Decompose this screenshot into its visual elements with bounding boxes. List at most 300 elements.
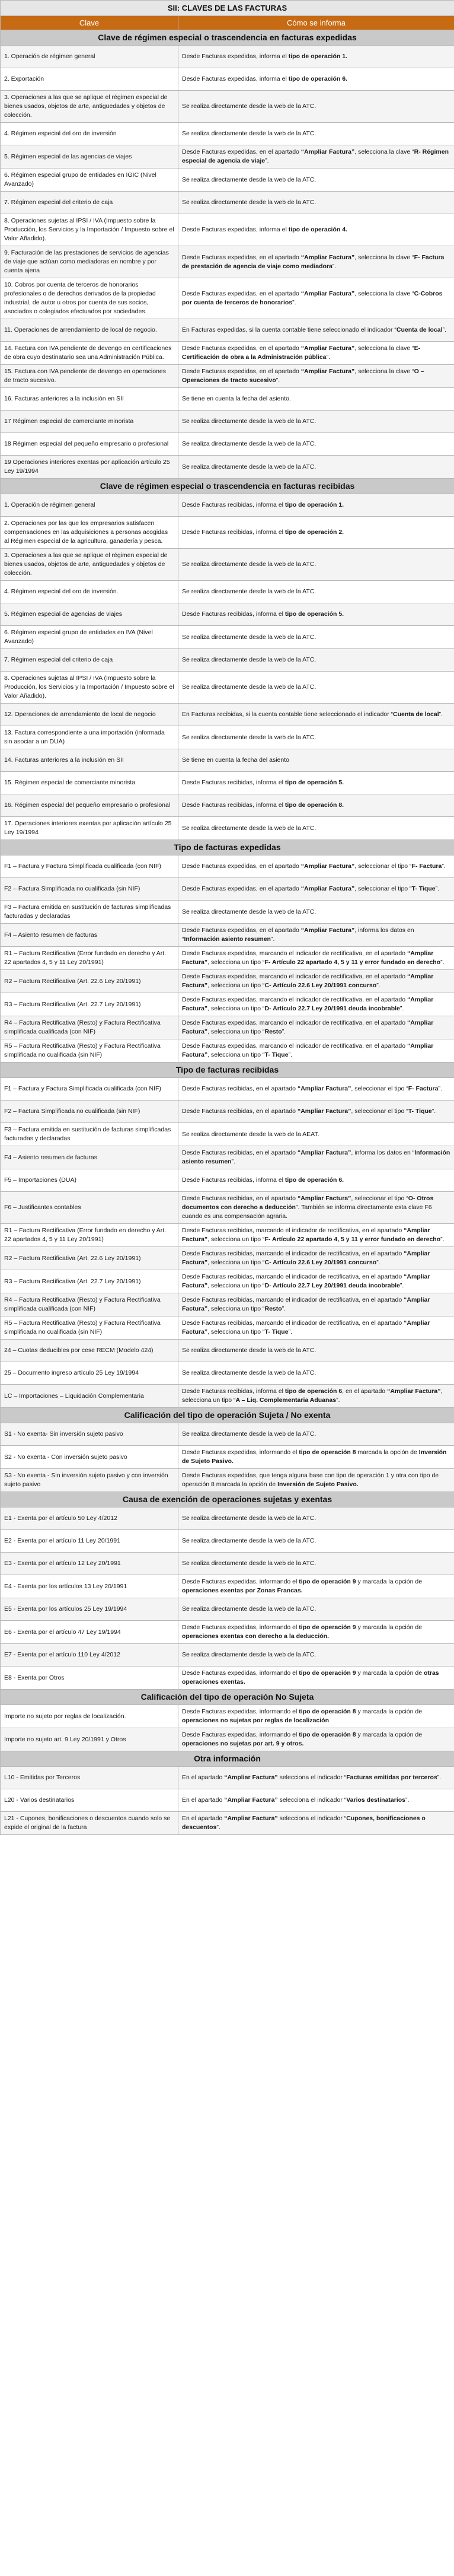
- clave-cell: 4. Régimen especial del oro de inversión.: [1, 581, 178, 603]
- emphasis-text: O – Operaciones de tracto sucesivo: [182, 368, 424, 384]
- emphasis-text: Cupones, bonificaciones o descuentos: [182, 1815, 426, 1831]
- table-row: [1, 993, 454, 1016]
- title-row: [1, 1, 454, 16]
- info-text: Desde Facturas recibidas, en el apartado: [182, 1108, 298, 1115]
- info-text: Desde Facturas recibidas, informa el: [182, 610, 285, 618]
- info-text: Desde Facturas expedidas, en el apartado: [182, 885, 301, 892]
- info-text: , informa los datos en “: [182, 927, 414, 943]
- info-text: , informa los datos en “: [351, 1149, 415, 1156]
- table-row: [1, 1169, 454, 1192]
- info-text: Desde Facturas recibidas, informa el: [182, 1388, 285, 1395]
- info-text: Desde Facturas expedidas, informando el: [182, 1669, 299, 1677]
- como-se-informa-cell: [178, 549, 454, 581]
- info-text: Se realiza directamente desde la web de la ATC.: [182, 418, 316, 425]
- info-text: ”.: [326, 354, 330, 361]
- como-se-informa-cell: [178, 749, 454, 772]
- info-text: Se realiza directamente desde la web de la ATC.: [182, 588, 316, 595]
- como-se-informa-cell: [178, 91, 454, 123]
- table-row: [1, 456, 454, 479]
- table-row: [1, 278, 454, 319]
- table-row: [1, 46, 454, 68]
- info-text: Desde Facturas expedidas, informando el: [182, 1624, 299, 1631]
- info-text: En el apartado: [182, 1796, 225, 1804]
- table-row: [1, 494, 454, 517]
- emphasis-text: “Ampliar Factura”: [300, 368, 355, 375]
- como-se-informa-cell: [178, 1247, 454, 1270]
- info-text: Se realiza directamente desde la web de la ATC.: [182, 1560, 316, 1567]
- info-text: En el apartado: [182, 1815, 225, 1822]
- info-text: Se realiza directamente desde la web de la ATC.: [182, 561, 316, 568]
- clave-cell: 14. Facturas anteriores a la inclusión en SII: [1, 749, 178, 772]
- clave-cell: Importe no sujeto por reglas de localización.: [1, 1705, 178, 1728]
- como-se-informa-cell: [178, 1812, 454, 1835]
- info-text: Desde Facturas expedidas, marcando el indicador de rectificativa, en el apartado: [182, 1042, 407, 1050]
- como-se-informa-cell: [178, 1575, 454, 1598]
- info-text: Se tiene en cuenta la fecha del asiento.: [182, 395, 291, 402]
- table-row: [1, 1123, 454, 1146]
- section-heading: Tipo de facturas recibidas: [1, 1063, 454, 1078]
- clave-cell: E2 - Exenta por el artículo 11 Ley 20/1991: [1, 1530, 178, 1553]
- info-text: Desde Facturas expedidas, en el apartado: [182, 290, 301, 297]
- clave-cell: F6 – Justificantes contables: [1, 1192, 178, 1224]
- info-text: Desde Facturas recibidas, informa el: [182, 779, 285, 786]
- como-se-informa-cell: [178, 772, 454, 794]
- emphasis-text: “Ampliar Factura”: [224, 1815, 278, 1822]
- como-se-informa-cell: [178, 1446, 454, 1469]
- como-se-informa-cell: [178, 192, 454, 214]
- info-text: ”.: [292, 299, 296, 306]
- emphasis-text: “Ampliar Factura”: [300, 927, 355, 934]
- emphasis-text: tipo de operación 6.: [288, 75, 347, 82]
- emphasis-text: tipo de operación 8: [299, 1731, 356, 1738]
- clave-cell: 2. Exportación: [1, 68, 178, 91]
- info-text: Desde Facturas expedidas, en el apartado: [182, 345, 301, 352]
- info-text: Se realiza directamente desde la web de la ATC.: [182, 683, 316, 691]
- emphasis-text: “Ampliar Factura”: [182, 1042, 434, 1058]
- section-header-row: [1, 1492, 454, 1508]
- info-text: Desde Facturas expedidas, informa el: [182, 75, 289, 82]
- section-heading: Calificación del tipo de operación Sujeta / No exenta: [1, 1408, 454, 1423]
- page-title: SII: CLAVES DE LAS FACTURAS: [1, 1, 454, 16]
- emphasis-text: “Ampliar Factura”: [182, 1227, 430, 1243]
- como-se-informa-cell: [178, 581, 454, 603]
- info-text: Desde Facturas recibidas, informa el: [182, 802, 285, 809]
- info-text: ”.: [332, 262, 337, 270]
- table-row: [1, 1667, 454, 1690]
- como-se-informa-cell: [178, 649, 454, 672]
- info-text: Se realiza directamente desde la web de la ATC.: [182, 176, 316, 183]
- info-text: ”.: [399, 1282, 404, 1289]
- emphasis-text: tipo de operación 9: [299, 1624, 356, 1631]
- emphasis-text: F- Factura: [408, 1085, 439, 1092]
- emphasis-text: “Ampliar Factura”: [297, 1085, 351, 1092]
- emphasis-text: “Ampliar Factura”: [182, 1296, 430, 1312]
- section-header-row: [1, 840, 454, 856]
- info-text: Desde Facturas expedidas, que tenga alguna base con tipo de operación 1 y otra con tipo de operación 8 marcada la opción de: [182, 1472, 439, 1488]
- info-text: Desde Facturas recibidas, en el apartado: [182, 1195, 298, 1202]
- info-text: , seleccionar el tipo “: [351, 1085, 408, 1092]
- info-text: , seleccionar el tipo “: [354, 885, 412, 892]
- emphasis-text: Información asiento resumen: [182, 1149, 450, 1165]
- table-row: [1, 1446, 454, 1469]
- table-row: [1, 1270, 454, 1293]
- clave-cell: 18 Régimen especial del pequeño empresario o profesional: [1, 433, 178, 456]
- table-row: [1, 794, 454, 817]
- emphasis-text: “Ampliar Factura”: [182, 996, 434, 1012]
- info-text: Desde Facturas recibidas, informa el: [182, 501, 285, 508]
- clave-cell: 15. Factura con IVA pendiente de devengo en operaciones de tracto sucesivo.: [1, 365, 178, 388]
- emphasis-text: otras operaciones exentas.: [182, 1669, 439, 1685]
- emphasis-text: “Ampliar Factura”: [300, 885, 355, 892]
- emphasis-text: O- Otros documentos con derecho a deducción: [182, 1195, 434, 1211]
- emphasis-text: Resto: [264, 1305, 282, 1312]
- clave-cell: 16. Facturas anteriores a la inclusión en SII: [1, 388, 178, 411]
- como-se-informa-cell: [178, 1530, 454, 1553]
- table-row: [1, 1423, 454, 1446]
- emphasis-text: tipo de operación 5.: [284, 779, 344, 786]
- table-row: [1, 649, 454, 672]
- emphasis-text: tipo de operación 2.: [284, 529, 344, 536]
- info-text: ”.: [265, 157, 269, 164]
- section-heading: Tipo de facturas expedidas: [1, 840, 454, 856]
- clave-cell: E8 - Exenta por Otros: [1, 1667, 178, 1690]
- info-text: Desde Facturas expedidas, informando el: [182, 1731, 299, 1738]
- info-text: , selecciona un tipo “: [207, 1305, 265, 1312]
- emphasis-text: T- Tique: [411, 885, 436, 892]
- info-text: Se realiza directamente desde la web de la ATC.: [182, 1605, 316, 1613]
- como-se-informa-cell: [178, 817, 454, 840]
- info-text: selecciona el indicador “: [277, 1796, 347, 1804]
- emphasis-text: tipo de operación 8: [299, 1449, 356, 1456]
- emphasis-text: “Ampliar Factura”: [297, 1195, 351, 1202]
- info-text: ”.: [282, 1305, 286, 1312]
- table-row: [1, 1362, 454, 1385]
- table-row: [1, 878, 454, 901]
- como-se-informa-cell: [178, 46, 454, 68]
- info-text: ”.: [376, 1259, 381, 1266]
- info-text: ”.: [231, 1158, 235, 1165]
- emphasis-text: Varios destinatarios: [346, 1796, 406, 1804]
- como-se-informa-cell: [178, 1078, 454, 1101]
- clave-cell: F4 – Asiento resumen de facturas: [1, 924, 178, 947]
- info-text: En el apartado: [182, 1774, 225, 1781]
- table-row: [1, 1016, 454, 1039]
- emphasis-text: T- Tique: [264, 1051, 289, 1058]
- table-row: [1, 817, 454, 840]
- info-text: Se realiza directamente desde la web de la ATC.: [182, 1651, 316, 1658]
- como-se-informa-cell: [178, 1316, 454, 1340]
- info-text: Se realiza directamente desde la web de la ATC.: [182, 633, 316, 641]
- info-text: Se tiene en cuenta la fecha del asiento: [182, 756, 289, 764]
- como-se-informa-cell: [178, 1705, 454, 1728]
- info-text: ”. También se informa directamente esta clave F6 cuando es una compensación agraria.: [182, 1204, 432, 1220]
- como-se-informa-cell: [178, 456, 454, 479]
- clave-cell: 19 Operaciones interiores exentas por aplicación artículo 25 Ley 19/1994: [1, 456, 178, 479]
- emphasis-text: tipo de operación 8: [299, 1708, 356, 1715]
- table-row: [1, 1101, 454, 1123]
- info-text: , selecciona la clave “: [354, 368, 414, 375]
- table-row: [1, 192, 454, 214]
- table-row: [1, 246, 454, 278]
- clave-cell: LC – Importaciones – Liquidación Complementaria: [1, 1385, 178, 1408]
- table-row: [1, 1340, 454, 1362]
- emphasis-text: tipo de operación 6: [284, 1388, 343, 1395]
- info-text: ”.: [270, 936, 275, 943]
- info-text: Desde Facturas recibidas, marcando el indicador de rectificativa, en el apartado: [182, 1273, 404, 1280]
- info-text: Desde Facturas recibidas, informa el: [182, 1176, 285, 1184]
- clave-cell: 10. Cobros por cuenta de terceros de honorarios profesionales o de derechos derivados de la propiedad industrial, de autor u otros por cuenta de sus socios, asociados o colegiados efectuados por sociedades.: [1, 278, 178, 319]
- como-se-informa-cell: [178, 365, 454, 388]
- info-text: , selecciona un tipo “: [207, 982, 265, 989]
- clave-cell: 7. Régimen especial del criterio de caja: [1, 649, 178, 672]
- info-text: marcada la opción de: [356, 1449, 419, 1456]
- info-text: ”.: [336, 1397, 340, 1404]
- info-text: En Facturas expedidas, si la cuenta contable tiene seleccionado el indicador “: [182, 326, 397, 333]
- table-row: [1, 1812, 454, 1835]
- clave-cell: 12. Operaciones de arrendamiento de local de negocio: [1, 704, 178, 726]
- emphasis-text: T- Tique: [408, 1108, 432, 1115]
- emphasis-text: “Ampliar Factura”: [387, 1388, 441, 1395]
- section-header-row: [1, 1690, 454, 1705]
- clave-cell: 6. Régimen especial grupo de entidades en IVA (Nivel Avanzado): [1, 626, 178, 649]
- table-row: [1, 145, 454, 168]
- emphasis-text: C-Cobros por cuenta de terceros de honorarios: [182, 290, 443, 306]
- table-row: [1, 1316, 454, 1340]
- info-text: ”.: [435, 885, 440, 892]
- como-se-informa-cell: [178, 342, 454, 365]
- table-row: [1, 168, 454, 192]
- info-text: , selecciona un tipo “: [207, 1051, 265, 1058]
- info-text: Se realiza directamente desde la web de la ATC.: [182, 1430, 316, 1438]
- table-row: [1, 603, 454, 626]
- emphasis-text: tipo de operación 1.: [284, 501, 344, 508]
- clave-cell: S2 - No exenta - Con inversión sujeto pasivo: [1, 1446, 178, 1469]
- info-text: Desde Facturas recibidas, marcando el indicador de rectificativa, en el apartado: [182, 1250, 404, 1257]
- table-row: [1, 214, 454, 246]
- table-row: [1, 1728, 454, 1751]
- info-text: , selecciona un tipo “: [207, 1328, 265, 1335]
- table-row: [1, 517, 454, 549]
- info-text: Desde Facturas expedidas, en el apartado: [182, 368, 301, 375]
- clave-cell: L21 - Cupones, bonificaciones o descuentos cuando solo se expide el original de la factura: [1, 1812, 178, 1835]
- table-row: [1, 1039, 454, 1063]
- info-text: Desde Facturas expedidas, en el apartado: [182, 148, 301, 155]
- clave-cell: 16. Régimen especial del pequeño empresario o profesional: [1, 794, 178, 817]
- info-text: , selecciona la clave “: [354, 148, 414, 155]
- como-se-informa-cell: [178, 388, 454, 411]
- como-se-informa-cell: [178, 1340, 454, 1362]
- emphasis-text: tipo de operación 4.: [288, 226, 347, 233]
- info-text: , en el apartado: [342, 1388, 388, 1395]
- emphasis-text: “Ampliar Factura”: [300, 253, 355, 261]
- info-text: Se realiza directamente desde la web de la ATC.: [182, 463, 316, 470]
- info-text: Se realiza directamente desde la web de la ATC.: [182, 1347, 316, 1354]
- como-se-informa-cell: [178, 704, 454, 726]
- como-se-informa-cell: [178, 1169, 454, 1192]
- clave-cell: R1 – Factura Rectificativa (Error fundado en derecho y Art. 22 apartados 4, 5 y 11 Ley 20/1991): [1, 947, 178, 970]
- table-row: [1, 772, 454, 794]
- como-se-informa-cell: [178, 1789, 454, 1812]
- info-text: , selecciona la clave “: [354, 345, 414, 352]
- clave-cell: 5. Régimen especial de las agencias de viajes: [1, 145, 178, 168]
- info-text: Desde Facturas expedidas, informa el: [182, 226, 289, 233]
- info-text: Desde Facturas recibidas, marcando el indicador de rectificativa, en el apartado: [182, 1227, 404, 1234]
- clave-cell: E1 - Exenta por el artículo 50 Ley 4/2012: [1, 1508, 178, 1530]
- table-row: [1, 726, 454, 749]
- info-text: , selecciona un tipo “: [182, 1388, 443, 1404]
- table-row: [1, 626, 454, 649]
- emphasis-text: R- Régimen especial de agencia de viaje: [182, 148, 449, 164]
- info-text: Desde Facturas expedidas, informa el: [182, 53, 289, 60]
- table-row: [1, 91, 454, 123]
- table-body: [1, 30, 454, 1835]
- como-se-informa-cell: [178, 1039, 454, 1063]
- info-text: Desde Facturas expedidas, informando el: [182, 1449, 299, 1456]
- section-header-row: [1, 30, 454, 46]
- table-row: [1, 970, 454, 993]
- info-text: ”.: [438, 1085, 442, 1092]
- clave-cell: R2 – Factura Rectificativa (Art. 22.6 Ley 20/1991): [1, 1247, 178, 1270]
- info-text: y marcada la opción de: [356, 1578, 423, 1585]
- como-se-informa-cell: [178, 494, 454, 517]
- info-text: , seleccionar el tipo “: [351, 1195, 408, 1202]
- info-text: Se realiza directamente desde la web de la ATC.: [182, 824, 316, 832]
- como-se-informa-cell: [178, 168, 454, 192]
- info-text: ”.: [282, 1028, 286, 1035]
- table-row: [1, 1789, 454, 1812]
- table-row: [1, 1598, 454, 1621]
- emphasis-text: operaciones exentas con derecho a la deducción.: [182, 1633, 330, 1640]
- section-heading: Clave de régimen especial o trascendencia en facturas recibidas: [1, 479, 454, 494]
- emphasis-text: Cuenta de local: [393, 711, 439, 718]
- clave-cell: R3 – Factura Rectificativa (Art. 22.7 Ley 20/1991): [1, 1270, 178, 1293]
- table-row: [1, 1078, 454, 1101]
- emphasis-text: F- Artículo 22 apartado 4, 5 y 11 y error fundado en derecho: [264, 1236, 441, 1243]
- clave-cell: 14. Factura con IVA pendiente de devengo en certificaciones de obra cuyo destinatario sea una Administración Pública.: [1, 342, 178, 365]
- info-text: Desde Facturas recibidas, marcando el indicador de rectificativa, en el apartado: [182, 1296, 404, 1303]
- clave-cell: F2 – Factura Simplificada no cualificada (sin NIF): [1, 878, 178, 901]
- como-se-informa-cell: [178, 1767, 454, 1789]
- info-text: ”.: [440, 959, 445, 966]
- como-se-informa-cell: [178, 1598, 454, 1621]
- info-text: Desde Facturas expedidas, en el apartado: [182, 253, 301, 261]
- como-se-informa-cell: [178, 672, 454, 704]
- table-row: [1, 749, 454, 772]
- clave-cell: 2. Operaciones por las que los empresarios satisfacen compensaciones en las adquisiciones a personas acogidas al Régimen especial de la agricultura, ganadería y pesca.: [1, 517, 178, 549]
- clave-cell: F2 – Factura Simplificada no cualificada (sin NIF): [1, 1101, 178, 1123]
- emphasis-text: Facturas emitidas por terceros: [346, 1774, 437, 1781]
- como-se-informa-cell: [178, 433, 454, 456]
- emphasis-text: operaciones no sujetas por reglas de localización: [182, 1717, 329, 1724]
- clave-cell: 17. Operaciones interiores exentas por aplicación artículo 25 Ley 19/1994: [1, 817, 178, 840]
- clave-cell: 3. Operaciones a las que se aplique el régimen especial de bienes usados, objetos de arte, antigüedades y objetos de colección.: [1, 91, 178, 123]
- clave-cell: 9. Facturación de las prestaciones de servicios de agencias de viaje que actúan como mediadoras en nombre y por cuenta ajena: [1, 246, 178, 278]
- clave-cell: R4 – Factura Rectificativa (Resto) y Factura Rectificativa simplificada cualificada (con NIF): [1, 1016, 178, 1039]
- emphasis-text: F- Artículo 22 apartado 4, 5 y 11 y error fundado en derecho: [264, 959, 441, 966]
- emphasis-text: “Ampliar Factura”: [300, 345, 355, 352]
- clave-cell: R1 – Factura Rectificativa (Error fundado en derecho y Art. 22 apartados 4, 5 y 11 Ley 20/1991): [1, 1224, 178, 1247]
- como-se-informa-cell: [178, 1423, 454, 1446]
- table-row: [1, 1192, 454, 1224]
- emphasis-text: tipo de operación 9: [299, 1578, 356, 1585]
- emphasis-text: Resto: [264, 1028, 282, 1035]
- info-text: , selecciona un tipo “: [207, 959, 265, 966]
- table-row: [1, 1146, 454, 1169]
- info-text: ”.: [288, 1328, 292, 1335]
- table-row: [1, 1644, 454, 1667]
- clave-cell: 1. Operación de régimen general: [1, 494, 178, 517]
- como-se-informa-cell: [178, 214, 454, 246]
- como-se-informa-cell: [178, 1123, 454, 1146]
- table-row: [1, 1530, 454, 1553]
- info-text: , seleccionar el tipo “: [351, 1108, 408, 1115]
- table-row: [1, 549, 454, 581]
- emphasis-text: Inversión de Sujeto Pasivo.: [277, 1481, 359, 1488]
- info-text: , selecciona un tipo “: [207, 1236, 265, 1243]
- emphasis-text: “Ampliar Factura”: [182, 1273, 430, 1289]
- section-header-row: [1, 479, 454, 494]
- clave-cell: 5. Régimen especial de agencias de viajes: [1, 603, 178, 626]
- emphasis-text: “Ampliar Factura”: [182, 1319, 430, 1335]
- info-text: selecciona el indicador “: [277, 1774, 347, 1781]
- emphasis-text: tipo de operación 5.: [284, 610, 344, 618]
- table-row: [1, 342, 454, 365]
- emphasis-text: “Ampliar Factura”: [297, 1108, 351, 1115]
- info-text: ”.: [405, 1796, 410, 1804]
- column-header-info: Cómo se informa: [178, 16, 454, 30]
- section-heading: Calificación del tipo de operación No Sujeta: [1, 1690, 454, 1705]
- table-row: [1, 672, 454, 704]
- clave-cell: 8. Operaciones sujetas al IPSI / IVA (Impuesto sobre la Producción, los Servicios y la Importación / Impuesto sobre el Valor Añadido).: [1, 214, 178, 246]
- info-text: Se realiza directamente desde la web de la ATC.: [182, 1515, 316, 1522]
- como-se-informa-cell: [178, 123, 454, 145]
- como-se-informa-cell: [178, 1385, 454, 1408]
- emphasis-text: Inversión de Sujeto Pasivo.: [182, 1449, 447, 1465]
- emphasis-text: D- Artículo 22.7 Ley 20/1991 deuda incobrable: [264, 1005, 400, 1012]
- clave-cell: S3 - No exenta - Sin inversión sujeto pasivo y con inversión sujeto pasivo: [1, 1469, 178, 1492]
- info-text: ”.: [399, 1005, 404, 1012]
- table-row: [1, 123, 454, 145]
- info-text: Desde Facturas recibidas, en el apartado: [182, 1085, 298, 1092]
- clave-cell: F4 – Asiento resumen de facturas: [1, 1146, 178, 1169]
- table-row: [1, 1293, 454, 1316]
- section-heading: Causa de exención de operaciones sujetas y exentas: [1, 1492, 454, 1508]
- info-text: Se realiza directamente desde la web de la ATC.: [182, 1537, 316, 1544]
- info-text: ”.: [442, 326, 446, 333]
- emphasis-text: C- Artículo 22.6 Ley 20/1991 concurso: [264, 982, 377, 989]
- info-text: Desde Facturas expedidas, en el apartado: [182, 863, 301, 870]
- como-se-informa-cell: [178, 947, 454, 970]
- emphasis-text: Información asiento resumen: [184, 936, 271, 943]
- column-header-row: [1, 16, 454, 30]
- emphasis-text: tipo de operación 9: [299, 1669, 356, 1677]
- como-se-informa-cell: [178, 246, 454, 278]
- clave-cell: L20 - Varios destinatarios: [1, 1789, 178, 1812]
- como-se-informa-cell: [178, 1293, 454, 1316]
- como-se-informa-cell: [178, 1621, 454, 1644]
- emphasis-text: “Ampliar Factura”: [182, 1250, 430, 1266]
- table-row: [1, 68, 454, 91]
- info-text: Desde Facturas expedidas, marcando el indicador de rectificativa, en el apartado: [182, 1019, 407, 1026]
- clave-cell: 8. Operaciones sujetas al IPSI / IVA (Impuesto sobre la Producción, los Servicios y la Importación / Impuesto sobre el Valor Añadido).: [1, 672, 178, 704]
- info-text: ”.: [276, 377, 280, 384]
- info-text: , selecciona la clave “: [354, 253, 414, 261]
- emphasis-text: Cuenta de local: [396, 326, 443, 333]
- clave-cell: E3 - Exenta por el artículo 12 Ley 20/1991: [1, 1553, 178, 1575]
- clave-cell: 25 – Documento ingreso artículo 25 Ley 19/1994: [1, 1362, 178, 1385]
- table-row: [1, 433, 454, 456]
- emphasis-text: “Ampliar Factura”: [300, 148, 355, 155]
